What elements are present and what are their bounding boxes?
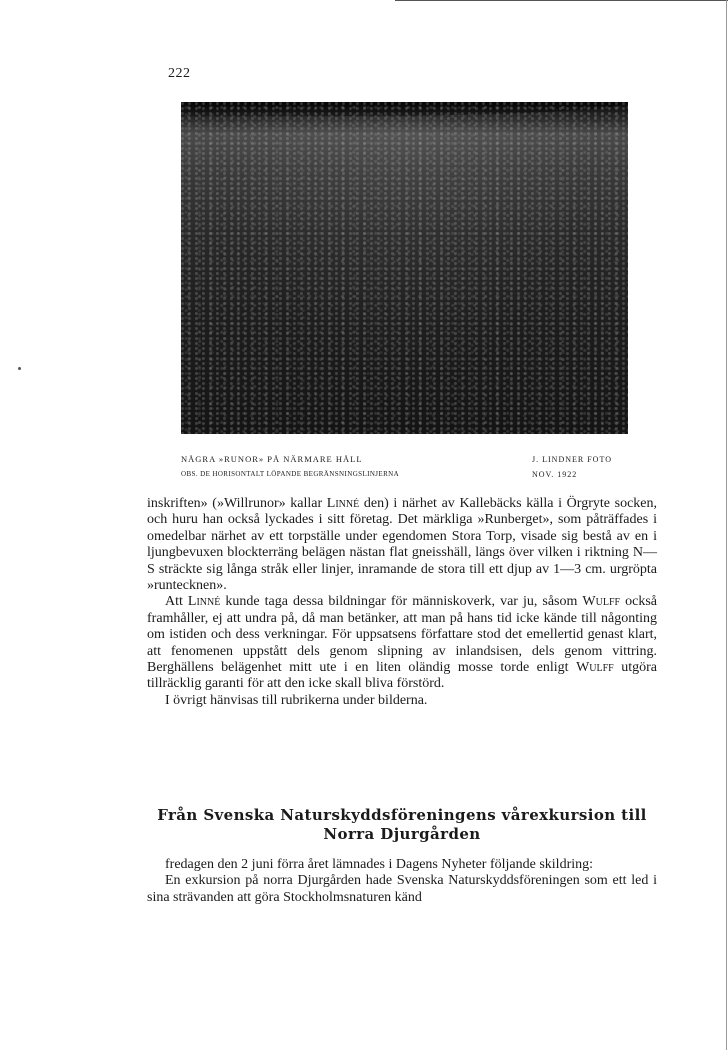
section-text <box>147 857 657 906</box>
photo-date: NOV. 1922 <box>532 470 578 479</box>
caption-note: OBS. DE HORISONTALT LÖPANDE BEGRÄNSNINGSLINJERNA <box>181 470 400 478</box>
paragraph-2: Att Linné kunde taga dessa bildningar för människoverk, var ju, såsom Wulff också framhåller, ej att undra på, då man betänker, att man på hans tid icke kände till någonting om istiden och dess verkningar. För uppsatsens författare stod det emellertid genast klart, att fenomenen uppstått dels genom slipning av inlandsisen, dels genom vittring. Berghällens belägenhet mitt ute i en liten oländig mosse torde enligt Wulff utgöra tillräcklig garanti för att den icke skall bliva förstörd. <box>147 594 658 692</box>
caption-title: NÅGRA »RUNOR» PÅ NÄRMARE HÅLL <box>181 454 363 464</box>
top-edge-rule <box>395 0 728 1</box>
name-linne: Linné <box>326 496 360 511</box>
section-heading <box>147 806 657 844</box>
paragraph-1: inskriften» (»Willrunor» kallar Linné den) i närhet av Kallebäcks källa i Örgryte socken, och huru han också lyckades i sitt företag. Det märkliga »Runberget», som påträffades i omedelbar närhet av ett torpställe under egendomen Stora Torp, visade sig bestå av en i ljungbevuxen blockterräng belägen nästan flat gneisshäll, längs över vilken i riktning N—S sträckte sig långa stråk eller linjer, inramande de stora till ett djup av 1—3 cm. urgröpta »runtecknen». <box>147 496 657 594</box>
rune-rock-photo <box>181 102 628 434</box>
photo-credit <box>532 452 612 482</box>
photo-caption <box>181 452 399 482</box>
name-linne: Linné <box>187 594 221 610</box>
section-paragraph-2: En exkursion på norra Djurgården hade Svenska Naturskyddsföreningen som ett led i sina strävanden att göra Stockholmsnaturen känd <box>147 873 657 905</box>
heading-line-1: Från Svenska Naturskyddsföreningens vårexkursion till <box>157 806 647 824</box>
page-number: 222 <box>168 66 191 81</box>
body-text <box>147 496 657 709</box>
photographer: J. LINDNER FOTO <box>532 455 612 464</box>
section-paragraph-1: fredagen den 2 juni förra året lämnades i Dagens Nyheter följande skildring: <box>165 857 594 872</box>
heading-line-2: Norra Djurgården <box>323 825 481 843</box>
name-wulff: Wulff <box>576 660 614 676</box>
margin-speck <box>18 367 21 370</box>
name-wulff: Wulff <box>582 594 621 610</box>
paragraph-3: I övrigt hänvisas till rubrikerna under bilderna. <box>165 692 428 708</box>
photo-texture <box>181 102 628 434</box>
right-edge-rule <box>726 0 727 1050</box>
